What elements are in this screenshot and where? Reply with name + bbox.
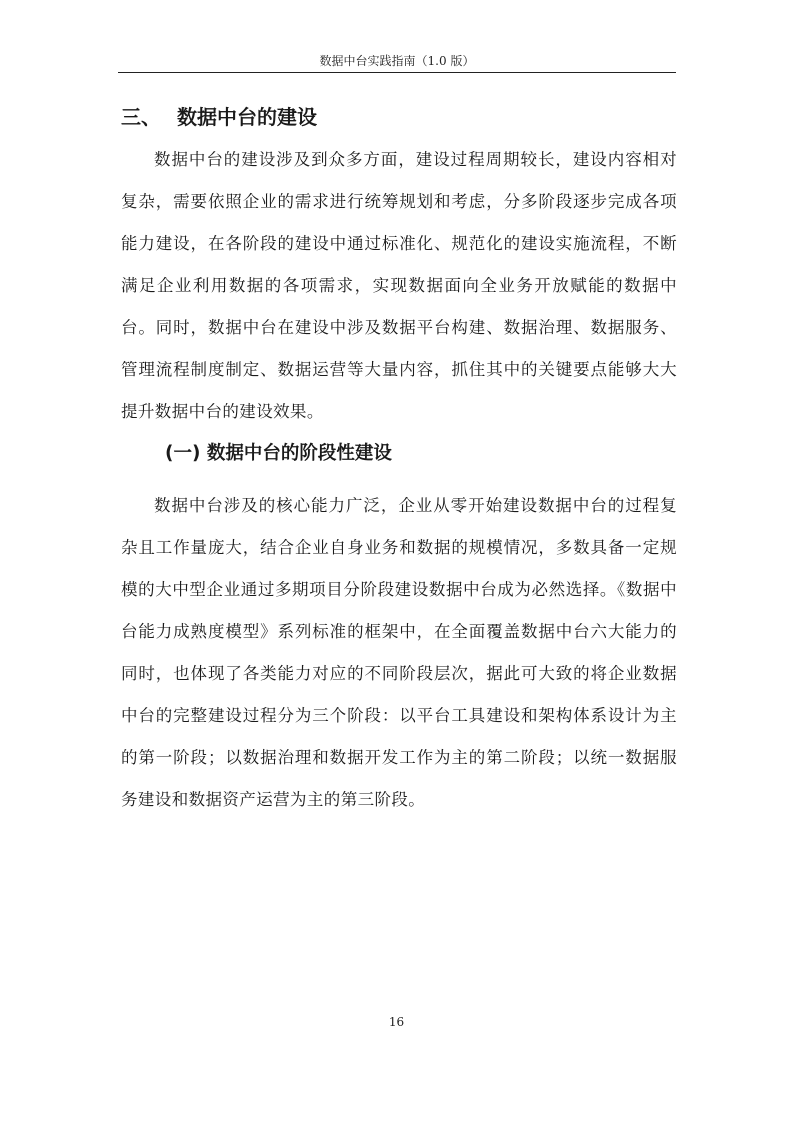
body-paragraph-2: 数据中台涉及的核心能力广泛，企业从零开始建设数据中台的过程复杂且工作量庞大，结合企业自身业务和数据的规模情况，多数具备一定规模的大中型企业通过多期项目分阶段建设数据中台成为必然选择。《数据中台能力成熟度模型》系列标准的框架中，在全面覆盖数据中台六大能力的同时，也体现了各类能力对应的不同阶段层次，据此可大致的将企业数据中台的完整建设过程分为三个阶段：以平台工具建设和架构体系设计为主的第一阶段；以数据治理和数据开发工作为主的第二阶段；以统一数据服务建设和数据资产运营为主的第三阶段。 (121, 496, 677, 809)
running-header: 数据中台实践指南（1.0 版） (319, 54, 475, 68)
chapter-number: 三、 (121, 105, 161, 129)
body-paragraph-1: 数据中台的建设涉及到众多方面，建设过程周期较长，建设内容相对复杂，需要依照企业的需求进行统筹规划和考虑，分多阶段逐步完成各项能力建设，在各阶段的建设中通过标准化、规范化的建设实施流程，不断满足企业利用数据的各项需求，实现数据面向全业务开放赋能的数据中台。同时，数据中台在建设中涉及数据平台构建、数据治理、数据服务、管理流程制度制定、数据运营等大量内容，抓住其中的关键要点能够大大提升数据中台的建设效果。 (121, 150, 677, 421)
chapter-title: 数据中台的建设 (177, 105, 317, 129)
page-number: 16 (388, 1015, 405, 1029)
section-heading: (一) 数据中台的阶段性建设 (165, 443, 392, 464)
chapter-heading (121, 101, 317, 133)
header-divider (118, 72, 676, 73)
